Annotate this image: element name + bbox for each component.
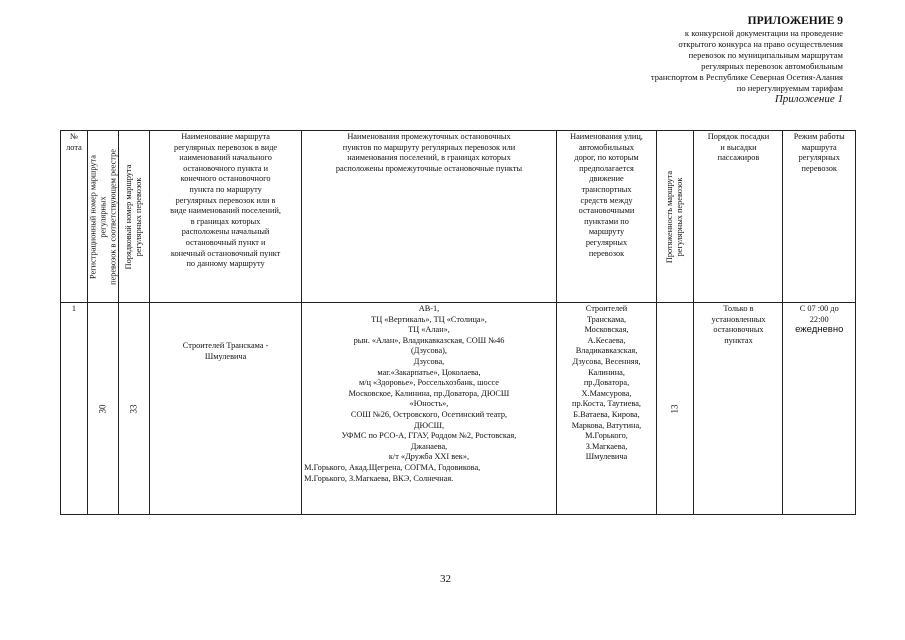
cell-lot: 1 xyxy=(61,303,88,515)
table-row xyxy=(61,303,856,515)
cell-schedule: С 07 :00 до 22:00 ежедневно xyxy=(783,303,856,515)
cell-intermediate-stops: АВ-1, ТЦ «Вертикаль», ТЦ «Столица», ТЦ «Алан», рын. «Алан», Владикавказская, СОШ №46 (Дзусова), Дзусова, маг.«Закарпатье», Цоколаева, м/ц «Здоровье», Россельхозбанк, шоссе Московское, Калинина, пр.Доватора, ДЮСШ «Юность», СОШ №26, Островского, Осетинский театр, ДЮСШ, УФМС по РСО-А, ГГАУ, Роддом №2, Ростовская, Джанаева, к/т «Дружба XXI век», М.Горького, Акад.Щегрена, СОГМА, Годовикова, М.Горького, З.Магкаева, ВКЭ, Солнечная. xyxy=(302,303,557,515)
cell-seq-number: 33 xyxy=(118,303,149,515)
table-header-row xyxy=(61,131,856,303)
header-line: открытого конкурса на право осуществления xyxy=(678,38,843,49)
header-line: регулярных перевозок автомобильным xyxy=(701,60,843,71)
header-line: к конкурсной документации на проведение xyxy=(684,28,843,38)
header-line: транспортом в Республике Северная Осетия-Алания xyxy=(650,71,843,82)
cell-boarding-order: Только в установленных остановочных пунктах xyxy=(694,303,783,515)
appendix-title: ПРИЛОЖЕНИЕ 9 xyxy=(747,15,843,27)
header-lot: № лота xyxy=(61,131,88,303)
header-boarding-order: Порядок посадки и высадки пассажиров xyxy=(694,131,783,303)
cell-route-name: Строителей Транскама - Шмулевича xyxy=(150,303,302,515)
annex-label: Приложение 1 xyxy=(774,93,843,106)
appendix-header xyxy=(513,14,843,106)
header-route-name: Наименование маршрута регулярных перевозок в виде наименований начального остановочного пункта и конечного остановочного пункта по маршруту регулярных перевозок или в виде наименований поселений, в границах которых расположены начальный остановочный пункт и конечный остановочный пункт по данному маршруту xyxy=(150,131,302,303)
header-line: по нерегулируемым тарифам xyxy=(736,82,843,93)
header-streets: Наименования улиц, автомобильных дорог, по которым предполагается движение транспортных средств между остановочными пунктами по маршруту регулярных перевозок xyxy=(556,131,656,303)
header-line: перевозок по муниципальным маршрутам xyxy=(688,49,843,60)
cell-route-length: 13 xyxy=(657,303,694,515)
header-route-length: Протяженность маршрута регулярных перевозок xyxy=(657,131,694,303)
page-number: 32 xyxy=(440,573,451,585)
routes-table xyxy=(60,130,856,515)
header-reg-number: Регистрационный номер маршрута регулярных перевозок в соответствующем реестре xyxy=(87,131,118,303)
cell-streets: Строителей Транскама, Московская, А.Кесаева, Владикавказская, Дзусова, Весенняя, Калинина, пр.Доватора, Х.Мамсурова, пр.Коста, Таутиева, Б.Ватаева, Кирова, Маркова, Ватутина, М.Горького, З.Магкаева, Шмулевича xyxy=(556,303,656,515)
header-schedule: Режим работы маршрута регулярных перевозок xyxy=(783,131,856,303)
header-intermediate-stops: Наименования промежуточных остановочных пунктов по маршруту регулярных перевозок или наименования поселений, в границах которых расположены промежуточные остановочные пункты xyxy=(302,131,557,303)
cell-reg-number: 30 xyxy=(87,303,118,515)
header-seq-number: Порядковый номер маршрута регулярных перевозок xyxy=(118,131,149,303)
